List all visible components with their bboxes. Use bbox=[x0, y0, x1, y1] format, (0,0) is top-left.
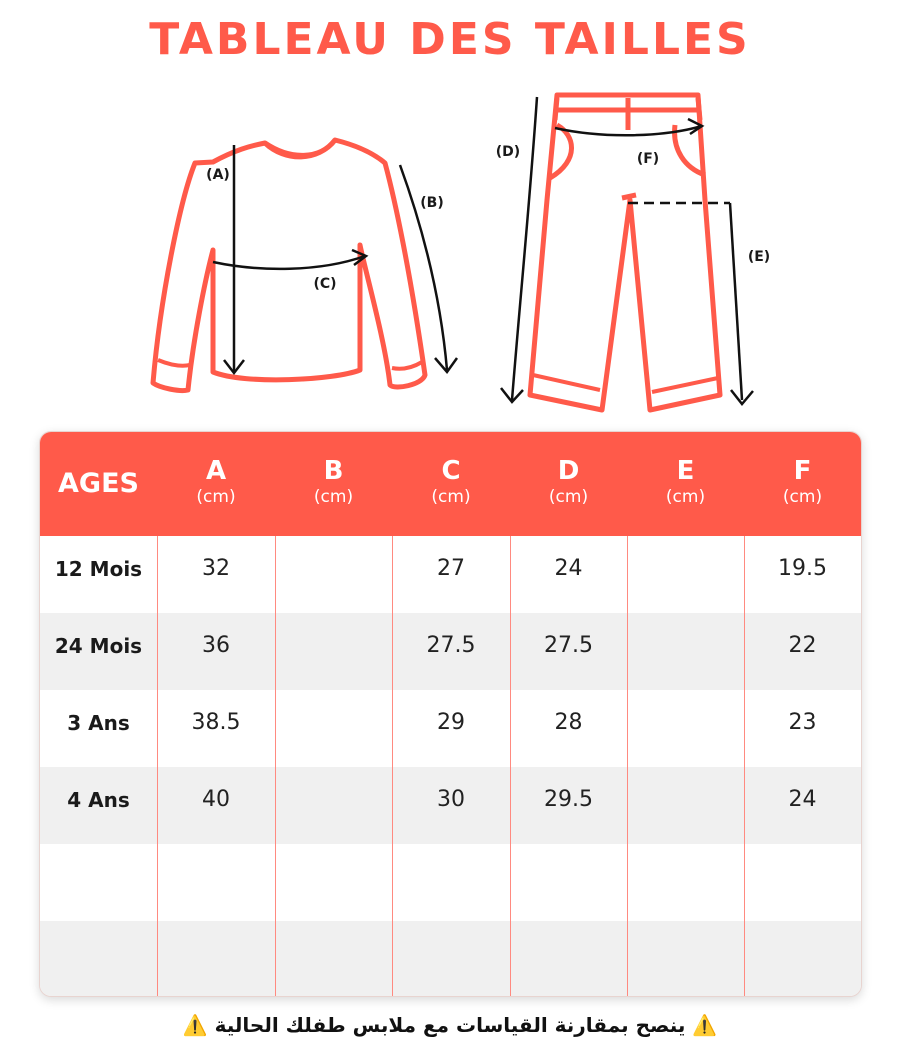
column-divider bbox=[510, 536, 511, 996]
header-unit: (cm) bbox=[782, 487, 823, 507]
value-cell-a: 40 bbox=[202, 787, 230, 812]
value-cell-c: 30 bbox=[437, 787, 465, 812]
age-cell: 3 Ans bbox=[67, 711, 130, 735]
value-cell-b bbox=[275, 767, 392, 844]
header-key: F bbox=[793, 456, 812, 486]
size-table bbox=[39, 431, 862, 997]
header-ages: AGES bbox=[58, 468, 139, 499]
column-divider bbox=[392, 536, 393, 996]
sweater-illustration bbox=[153, 140, 425, 391]
advice-note: ⚠️ ينصح بمقارنة القياسات مع ملابس طفلك الحالية ⚠️ bbox=[182, 1013, 718, 1037]
value-cell-d: 27.5 bbox=[544, 633, 593, 658]
table-header bbox=[40, 432, 861, 536]
pants-illustration bbox=[530, 95, 720, 410]
header-col-b bbox=[275, 432, 392, 536]
value-cell-f: 24 bbox=[788, 787, 817, 812]
value-cell-d: 29.5 bbox=[544, 787, 593, 812]
table-row bbox=[40, 921, 861, 996]
header-unit: (cm) bbox=[431, 487, 471, 507]
header-col-f bbox=[744, 432, 861, 536]
age-cell: 12 Mois bbox=[54, 557, 143, 581]
table-row bbox=[40, 844, 861, 921]
garment-diagram-svg bbox=[140, 85, 780, 415]
header-col-c bbox=[392, 432, 510, 536]
label-a: (A) bbox=[206, 167, 230, 183]
header-unit: (cm) bbox=[548, 487, 589, 507]
header-col-a bbox=[157, 432, 275, 536]
value-cell-e bbox=[627, 613, 744, 690]
header-key: B bbox=[323, 456, 344, 486]
label-d: (D) bbox=[495, 144, 521, 160]
age-cell: 24 Mois bbox=[54, 634, 143, 658]
table-row bbox=[40, 536, 861, 613]
value-cell-b bbox=[275, 613, 392, 690]
table-row bbox=[40, 613, 861, 690]
header-key: E bbox=[676, 456, 695, 486]
value-cell-e bbox=[627, 536, 744, 613]
value-cell-c: 27 bbox=[437, 556, 465, 581]
label-c: (C) bbox=[313, 276, 337, 292]
page-title: TABLEAU DES TAILLES bbox=[149, 14, 751, 65]
label-b: (B) bbox=[420, 195, 444, 211]
header-col-e bbox=[627, 432, 744, 536]
value-cell-f: 19.5 bbox=[778, 556, 827, 581]
value-cell-e bbox=[627, 690, 744, 767]
header-col-d bbox=[510, 432, 627, 536]
label-f: (F) bbox=[636, 151, 660, 167]
column-divider bbox=[157, 536, 158, 996]
table-row bbox=[40, 690, 861, 767]
table-row bbox=[40, 767, 861, 844]
value-cell-f: 23 bbox=[788, 710, 817, 735]
value-cell-b bbox=[275, 690, 392, 767]
header-key: A bbox=[205, 456, 227, 486]
value-cell-e bbox=[627, 767, 744, 844]
value-cell-c: 29 bbox=[437, 710, 465, 735]
header-key: D bbox=[557, 456, 580, 486]
column-divider bbox=[744, 536, 745, 996]
value-cell-a: 32 bbox=[202, 556, 230, 581]
value-cell-f: 22 bbox=[788, 633, 817, 658]
header-unit: (cm) bbox=[665, 487, 706, 507]
value-cell-c: 27.5 bbox=[426, 633, 476, 658]
header-unit: (cm) bbox=[196, 487, 236, 507]
label-e: (E) bbox=[747, 249, 771, 265]
age-cell: 4 Ans bbox=[67, 788, 130, 812]
value-cell-a: 38.5 bbox=[191, 710, 241, 735]
column-divider bbox=[275, 536, 276, 996]
arrow-e-line bbox=[730, 203, 742, 400]
header-unit: (cm) bbox=[313, 487, 354, 507]
value-cell-d: 24 bbox=[554, 556, 583, 581]
value-cell-a: 36 bbox=[202, 633, 230, 658]
age-cell bbox=[40, 921, 157, 997]
column-divider bbox=[627, 536, 628, 996]
value-cell-b bbox=[275, 536, 392, 613]
garment-diagram bbox=[140, 85, 780, 415]
age-cell bbox=[40, 844, 157, 921]
header-key: C bbox=[441, 456, 461, 486]
value-cell-d: 28 bbox=[554, 710, 583, 735]
